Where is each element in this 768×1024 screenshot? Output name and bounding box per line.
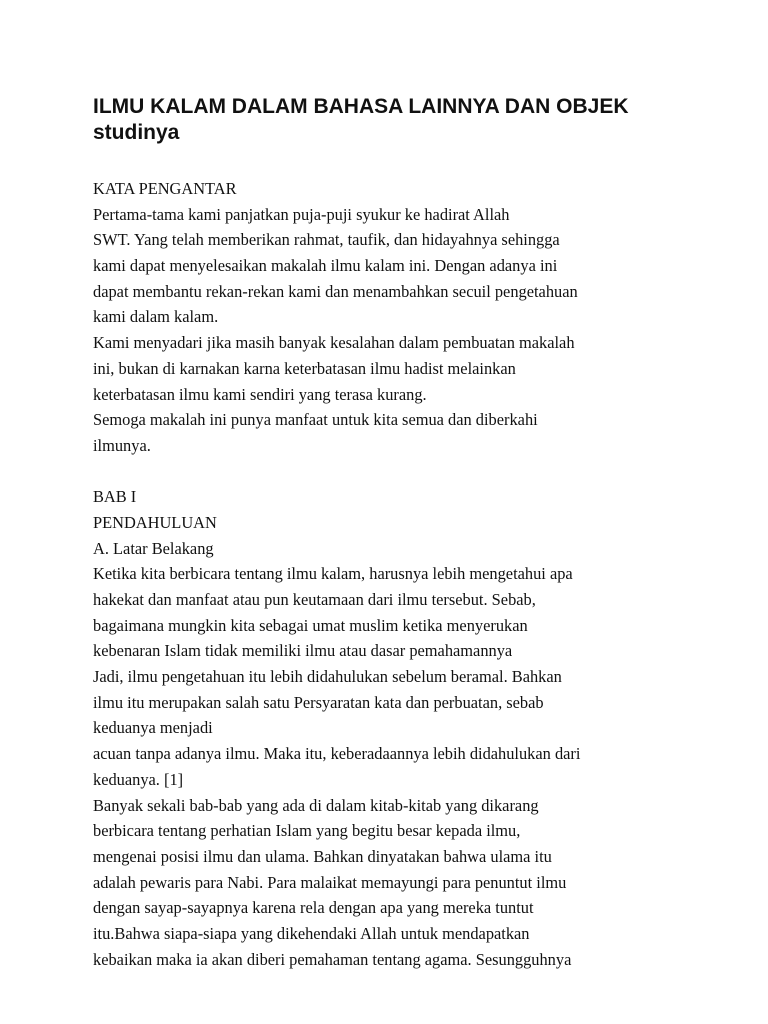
paragraph-line: Kami menyadari jika masih banyak kesalahan dalam pembuatan makalah xyxy=(93,333,575,353)
paragraph-line: ilmunya. xyxy=(93,435,151,455)
paragraph-line: kebenaran Islam tidak memiliki ilmu atau dasar pemahamannya xyxy=(93,641,513,661)
paragraph-line: keduanya menjadi xyxy=(93,718,213,738)
paragraph-line: acuan tanpa adanya ilmu. Maka itu, keberadaannya lebih didahulukan dari xyxy=(93,744,581,764)
paragraph-line: bagaimana mungkin kita sebagai umat muslim ketika menyerukan xyxy=(93,615,528,635)
paragraph-line: kami dalam kalam. xyxy=(93,307,219,327)
paragraph-line: kami dapat menyelesaikan makalah ilmu kalam ini. Dengan adanya ini xyxy=(93,256,558,276)
paragraph-line: kebaikan maka ia akan diberi pemahaman tentang agama. Sesungguhnya xyxy=(93,949,572,969)
paragraph-line: itu.Bahwa siapa-siapa yang dikehendaki Allah untuk mendapatkan xyxy=(93,923,530,943)
paragraph-line: hakekat dan manfaat atau pun keutamaan dari ilmu tersebut. Sebab, xyxy=(93,590,536,609)
paragraph-line: dapat membantu rekan-rekan kami dan menambahkan secuil pengetahuan xyxy=(93,281,578,301)
section-heading-kata-pengantar: KATA PENGANTAR xyxy=(93,179,237,198)
paragraph-line: mengenai posisi ilmu dan ulama. Bahkan dinyatakan bahwa ulama itu xyxy=(93,846,552,866)
blank-line xyxy=(93,459,733,485)
title-line-2: studinya xyxy=(93,121,180,144)
document-title xyxy=(93,94,733,146)
paragraph-line: Banyak sekali bab-bab yang ada di dalam kitab-kitab yang dikarang xyxy=(93,795,539,815)
document-body xyxy=(93,176,733,972)
paragraph-line: dengan sayap-sayapnya karena rela dengan apa yang mereka tuntut xyxy=(93,898,534,918)
title-line-1: ILMU KALAM DALAM BAHASA LAINNYA DAN OBJEK xyxy=(93,95,629,118)
paragraph-line: Jadi, ilmu pengetahuan itu lebih didahulukan sebelum beramal. Bahkan xyxy=(93,667,562,687)
paragraph-line: SWT. Yang telah memberikan rahmat, taufik, dan hidayahnya sehingga xyxy=(93,230,560,250)
paragraph-line: keterbatasan ilmu kami sendiri yang terasa kurang. xyxy=(93,384,427,404)
paragraph-line: berbicara tentang perhatian Islam yang begitu besar kepada ilmu, xyxy=(93,821,521,841)
chapter-heading-pendahuluan: PENDAHULUAN xyxy=(93,512,217,532)
paragraph-line: adalah pewaris para Nabi. Para malaikat memayungi para penuntut ilmu xyxy=(93,872,567,892)
subsection-heading-latar-belakang: A. Latar Belakang xyxy=(93,538,214,558)
paragraph-line: keduanya. [1] xyxy=(93,769,184,789)
paragraph-line: Ketika kita berbicara tentang ilmu kalam, harusnya lebih mengetahui apa xyxy=(93,564,573,584)
paragraph-line: Pertama-tama kami panjatkan puja-puji syukur ke hadirat Allah xyxy=(93,204,510,224)
paragraph-line: ini, bukan di karnakan karna keterbatasan ilmu hadist melainkan xyxy=(93,358,516,378)
chapter-heading-bab: BAB I xyxy=(93,487,137,507)
paragraph-line: Semoga makalah ini punya manfaat untuk kita semua dan diberkahi xyxy=(93,410,538,430)
paragraph-line: ilmu itu merupakan salah satu Persyaratan kata dan perbuatan, sebab xyxy=(93,692,544,712)
